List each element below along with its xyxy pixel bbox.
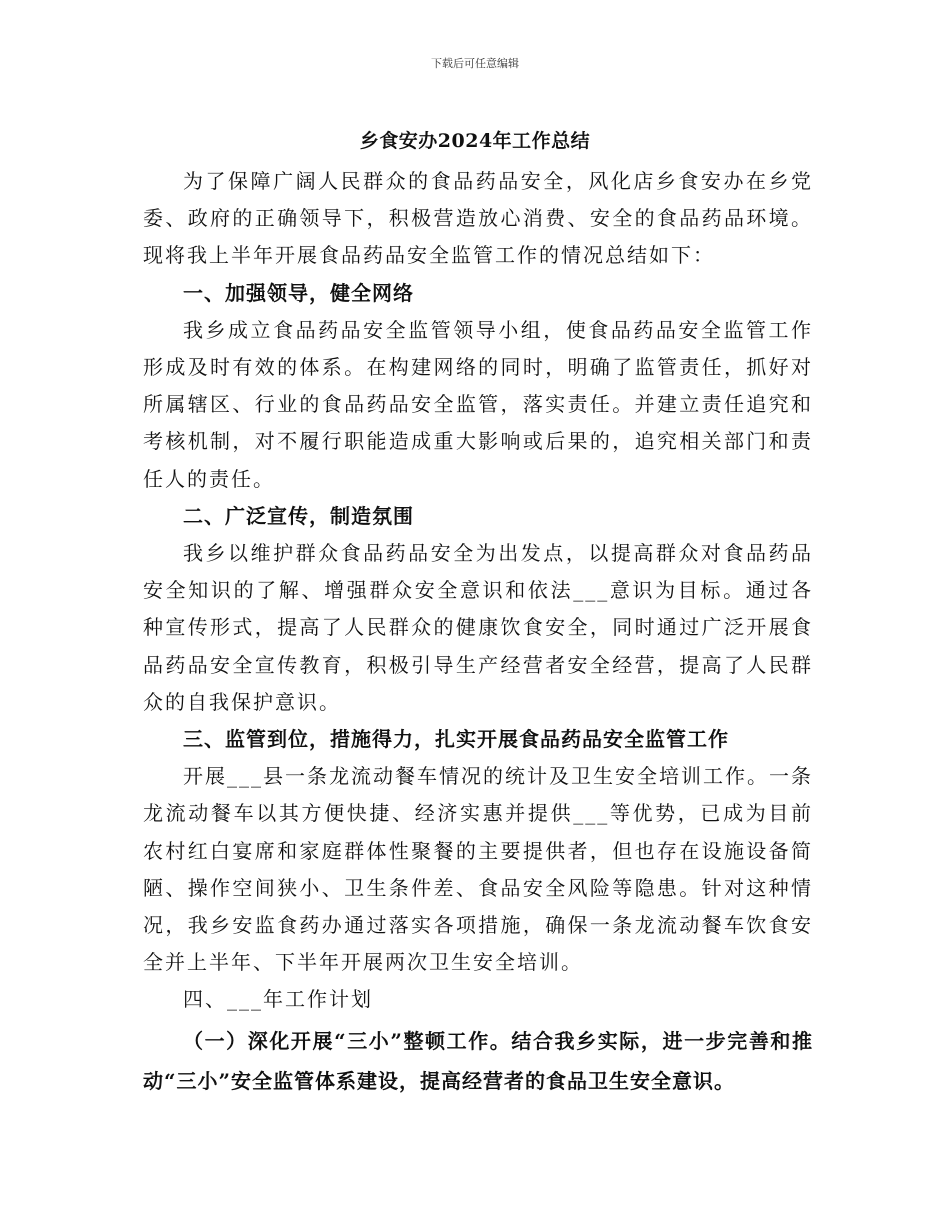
plan-item-1: （一）深化开展“三小”整顿工作。结合我乡实际，进一步完善和推动“三小”安全监管体系建设，提高经营者的食品卫生安全意识。 [143,1028,813,1093]
section-heading-2: 二、广泛宣传，制造氛围 [183,503,414,528]
document-body [143,163,813,1101]
section-heading-4: 四、___年工作计划 [183,987,373,1012]
page-header-note: 下载后可任意编辑 [431,57,519,70]
section-heading-1: 一、加强领导，健全网络 [183,280,414,305]
section-paragraph-2: 我乡以维护群众食品药品安全为出发点，以提高群众对食品药品安全知识的了解、增强群众安全意识和依法___意识为目标。通过各种宣传形式，提高了人民群众的健康饮食安全，同时通过广泛开展食品药品安全宣传教育，积极引导生产经营者安全经营，提高了人民群众的自我保护意识。 [143,541,813,714]
section-paragraph-3: 开展___县一条龙流动餐车情况的统计及卫生安全培训工作。一条龙流动餐车以其方便快捷、经济实惠并提供___等优势，已成为目前农村红白宴席和家庭群体性聚餐的主要提供者，但也存在设施设备简陋、操作空间狭小、卫生条件差、食品安全风险等隐患。针对这种情况，我乡安监食药办通过落实各项措施，确保一条龙流动餐车饮食安全并上半年、下半年开展两次卫生安全培训。 [143,764,813,975]
document-title: 乡食安办2024年工作总结 [359,130,591,152]
intro-paragraph: 为了保障广阔人民群众的食品药品安全，风化店乡食安办在乡党委、政府的正确领导下，积极营造放心消费、安全的食品药品环境。现将我上半年开展食品药品安全监管工作的情况总结如下： [143,169,813,268]
section-paragraph-1: 我乡成立食品药品安全监管领导小组，使食品药品安全监管工作形成及时有效的体系。在构建网络的同时，明确了监管责任，抓好对所属辖区、行业的食品药品安全监管，落实责任。并建立责任追究和考核机制，对不履行职能造成重大影响或后果的，追究相关部门和责任人的责任。 [143,317,813,491]
section-heading-3: 三、监管到位，措施得力，扎实开展食品药品安全监管工作 [183,727,729,752]
